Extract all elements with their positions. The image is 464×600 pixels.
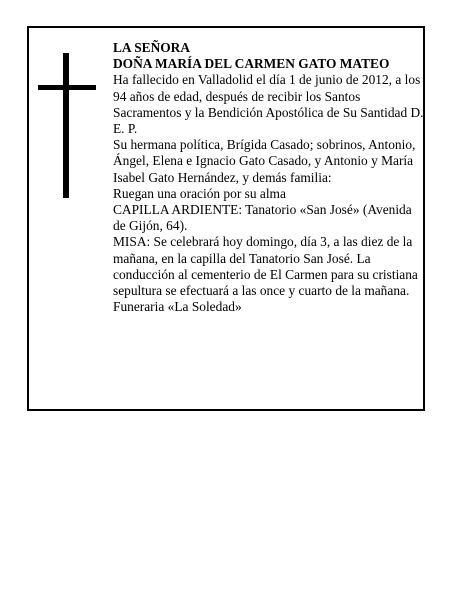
prayer-request: Ruegan una oración por su alma [113,185,286,201]
death-announcement: Ha fallecido en Valladolid el día 1 de junio de 2012, a los 94 años de edad, después de recibir los Santos Sacramentos y la Bendición Apostólica de Su Santidad D. E. P. [113,72,424,137]
heading-title: LA SEÑORA [113,40,191,55]
chapel-info: CAPILLA ARDIENTE: Tanatorio «San José» (Avenida de Gijón, 64). [113,202,412,234]
cross-vertical-bar [63,53,69,198]
obituary-text [113,40,425,315]
mass-info: MISA: Se celebrará hoy domingo, día 3, a las diez de la mañana, en la capilla del Tanatorio San José. La conducción al cementerio de El Carmen para su cristiana sepultura se efectuará a las once y cuarto de la mañana. [113,234,418,299]
deceased-name: DOÑA MARÍA DEL CARMEN GATO MATEO [113,56,390,72]
family-list: Su hermana política, Brígida Casado; sobrinos, Antonio, Ángel, Elena e Ignacio Gato Casado, y Antonio y María Isabel Gato Hernández, y demás familia: [113,137,416,185]
cross-icon [38,53,98,198]
cross-horizontal-bar [38,85,96,90]
funeral-home: Funeraria «La Soledad» [113,299,242,315]
